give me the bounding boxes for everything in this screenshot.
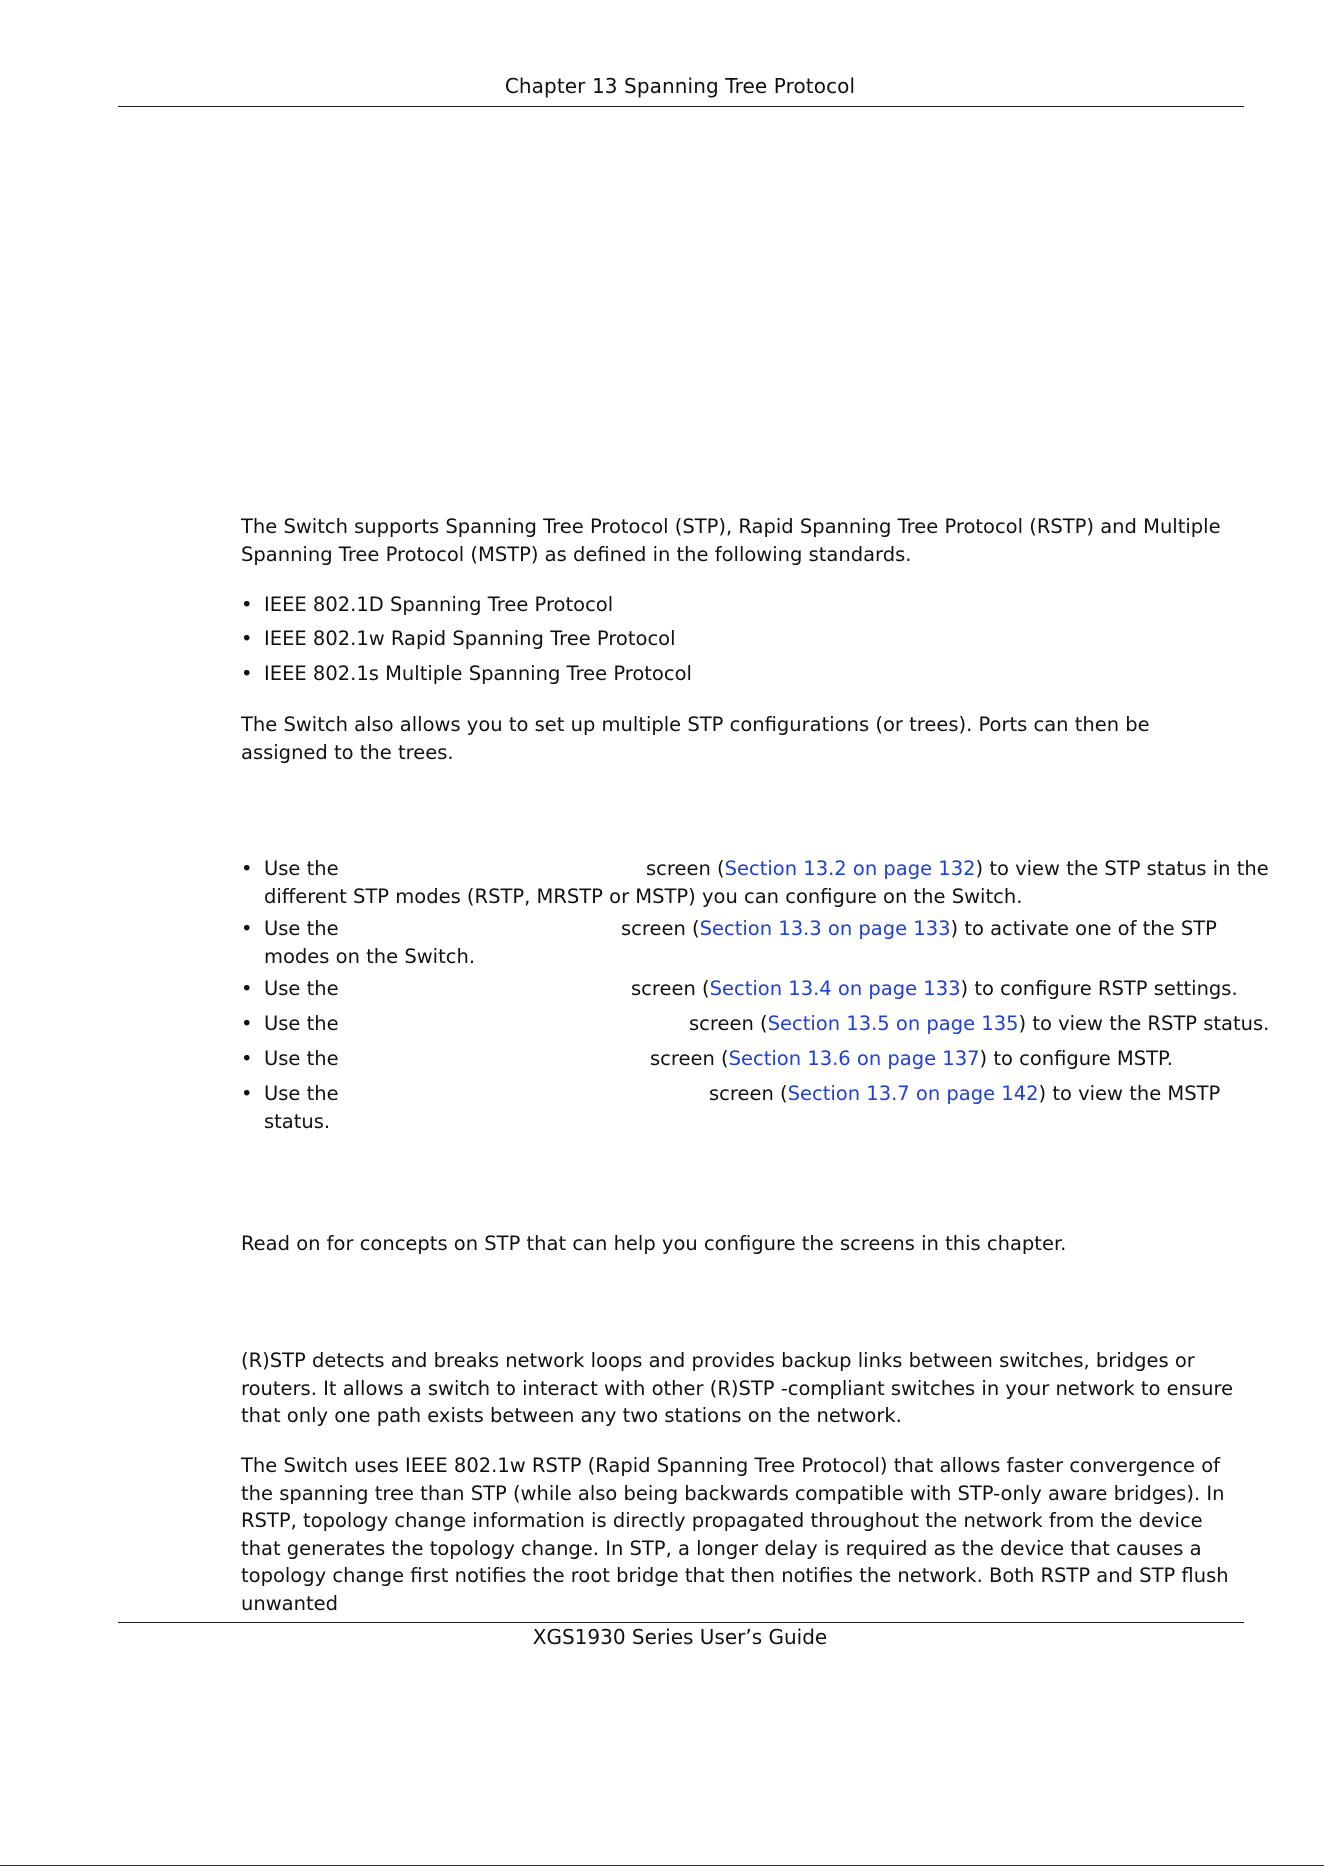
intro-paragraph-1: The Switch supports Spanning Tree Protocol (STP), Rapid Spanning Tree Protocol (RSTP) and Multiple Spanning Tree Protocol (MSTP) as defined in the following standards.	[241, 515, 1221, 566]
screen-item-prefix: Use the	[264, 1047, 339, 1070]
screen-item-suffix: ) to view the RSTP status.	[1018, 1012, 1270, 1035]
screen-item-continuation: modes on the Switch.	[264, 944, 476, 968]
bullet-icon: •	[241, 917, 253, 940]
screen-item-suffix: ) to activate one of the STP	[950, 917, 1217, 940]
rstp-paragraph-2: The Switch uses IEEE 802.1w RSTP (Rapid Spanning Tree Protocol) that allows faster convergence of the spanning tree than STP (while also being backwards compatible with STP-only aware bridges). In RSTP, topology change information is directly propagated throughout the network from the device that generates the topology change. In STP, a longer delay is required as the device that causes a topology change first notifies the root bridge that then notifies the network. Both RSTP and STP flush unwanted	[241, 1454, 1229, 1615]
screen-item-mid: screen (	[689, 1012, 768, 1035]
bullet-icon: •	[241, 593, 253, 616]
screen-item-suffix: ) to view the STP status in the	[975, 857, 1269, 880]
screen-item-mid: screen (	[650, 1047, 729, 1070]
screen-item-suffix: ) to configure MSTP.	[979, 1047, 1173, 1070]
bullet-icon: •	[241, 627, 253, 650]
bullet-icon: •	[241, 1082, 253, 1105]
bullet-icon: •	[241, 1012, 253, 1035]
section-link[interactable]: Section 13.4 on page 133	[709, 977, 961, 1000]
section-link[interactable]: Section 13.5 on page 135	[767, 1012, 1019, 1035]
screen-item-suffix: ) to configure RSTP settings.	[960, 977, 1238, 1000]
screen-item-mid: screen (	[621, 917, 700, 940]
section-link[interactable]: Section 13.3 on page 133	[699, 917, 951, 940]
screen-item-mid: screen (	[631, 977, 710, 1000]
standard-item-text: IEEE 802.1s Multiple Spanning Tree Protocol	[264, 662, 692, 685]
screen-item-mid: screen (	[709, 1082, 788, 1105]
header-divider	[118, 106, 1244, 107]
screen-item-suffix: ) to view the MSTP	[1038, 1082, 1221, 1105]
bullet-icon: •	[241, 857, 253, 880]
intro-paragraph-2: The Switch also allows you to set up multiple STP configurations (or trees). Ports can then be assigned to the trees.	[241, 713, 1150, 764]
screen-item-prefix: Use the	[264, 1082, 339, 1105]
page-footer-title: XGS1930 Series User’s Guide	[532, 1625, 828, 1649]
screen-item-prefix: Use the	[264, 857, 339, 880]
rstp-paragraph-1: (R)STP detects and breaks network loops and provides backup links between switches, bridges or routers. It allows a switch to interact with other (R)STP -compliant switches in your network to ensure that only one path exists between any two stations on the network.	[241, 1349, 1234, 1427]
bullet-icon: •	[241, 662, 253, 685]
page-header-title: Chapter 13 Spanning Tree Protocol	[504, 74, 856, 98]
screen-item-continuation: status.	[264, 1109, 331, 1133]
screen-item-prefix: Use the	[264, 977, 339, 1000]
section-link[interactable]: Section 13.7 on page 142	[787, 1082, 1039, 1105]
bullet-icon: •	[241, 1047, 253, 1070]
section-link[interactable]: Section 13.6 on page 137	[728, 1047, 980, 1070]
standard-item-text: IEEE 802.1D Spanning Tree Protocol	[264, 593, 614, 616]
screen-item-prefix: Use the	[264, 917, 339, 940]
section-link[interactable]: Section 13.2 on page 132	[724, 857, 976, 880]
page-bottom-edge	[0, 1865, 1324, 1866]
screen-item-continuation: different STP modes (RSTP, MRSTP or MSTP) you can configure on the Switch.	[264, 884, 1023, 908]
bullet-icon: •	[241, 977, 253, 1000]
screen-item-mid: screen (	[646, 857, 725, 880]
before-you-begin-paragraph: Read on for concepts on STP that can help you configure the screens in this chapter.	[241, 1232, 1067, 1255]
footer-divider	[118, 1622, 1244, 1623]
screen-item-prefix: Use the	[264, 1012, 339, 1035]
standard-item-text: IEEE 802.1w Rapid Spanning Tree Protocol	[264, 627, 676, 650]
